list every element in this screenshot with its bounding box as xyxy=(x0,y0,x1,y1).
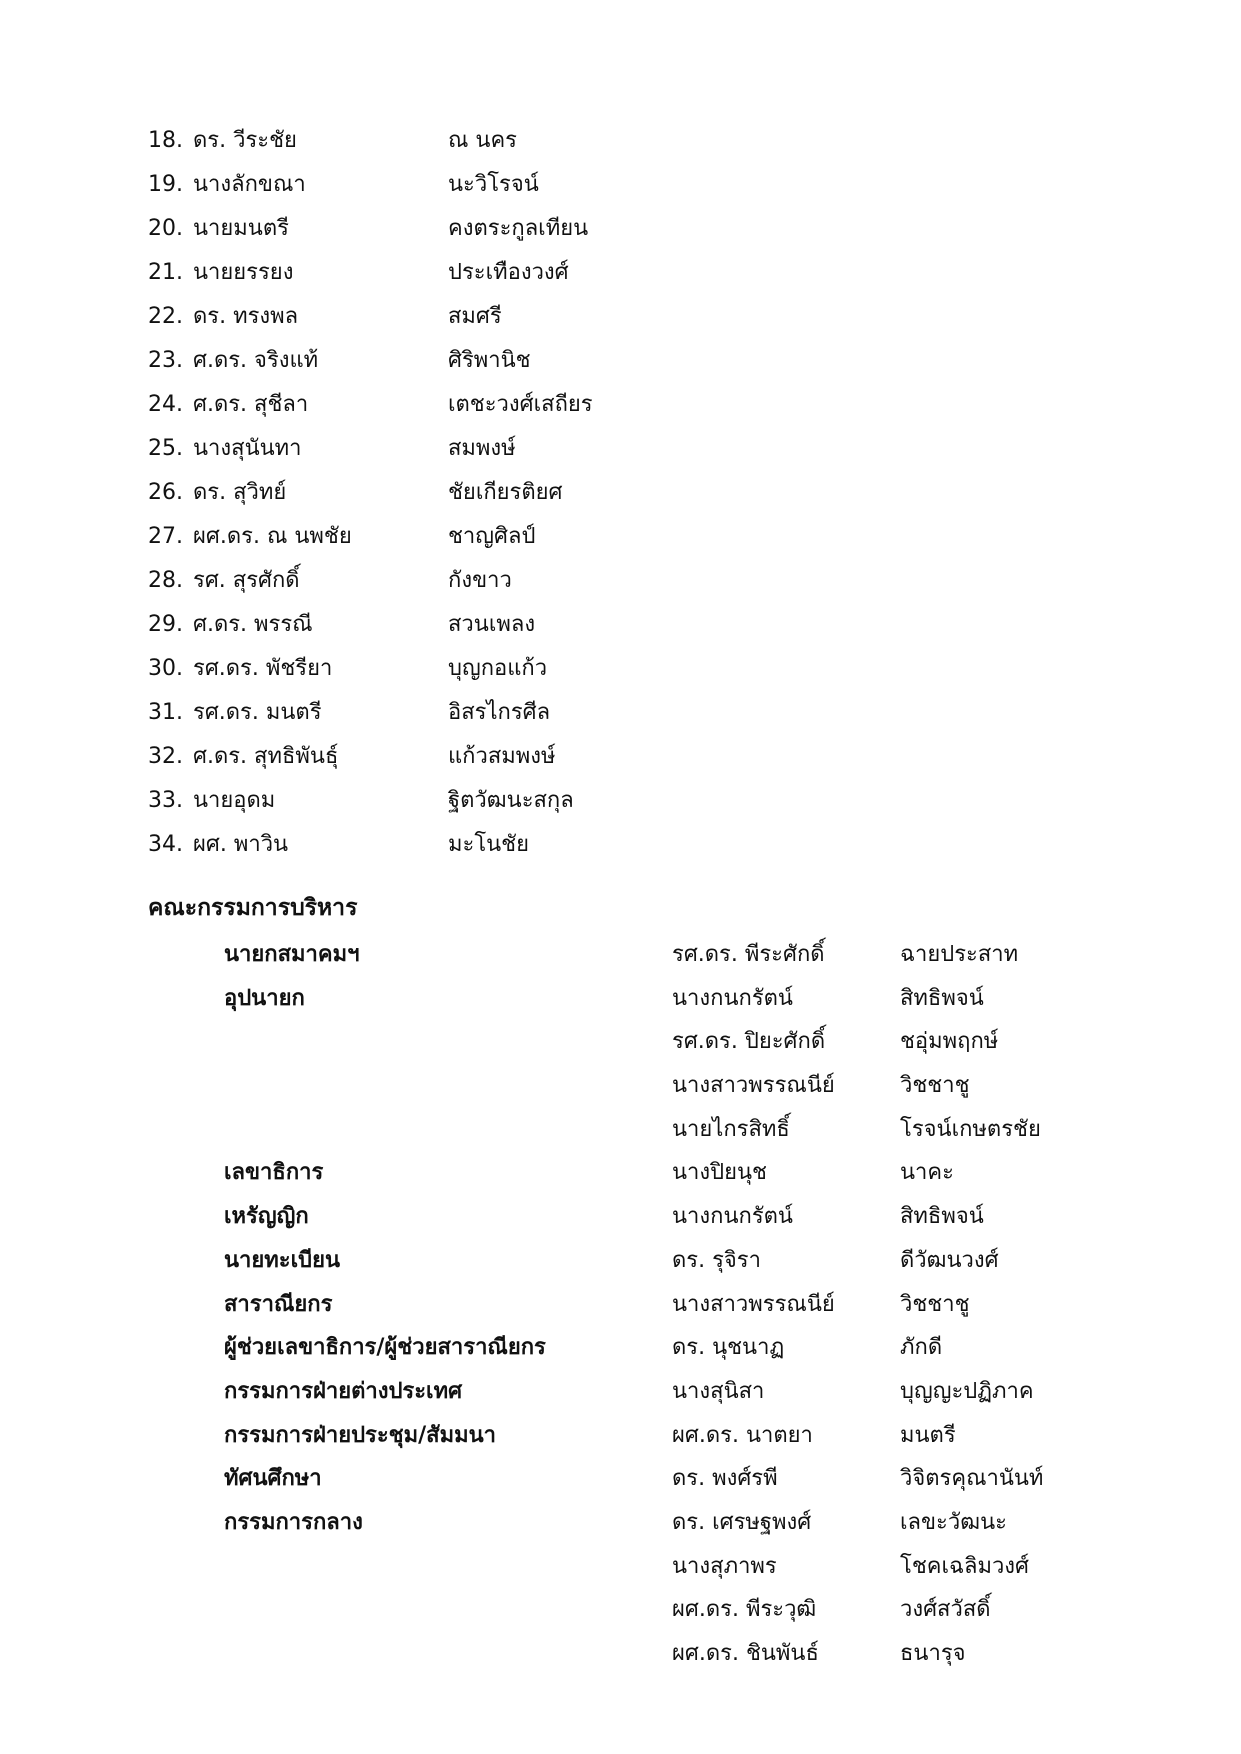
member-last-name: นะวิโรจน์ xyxy=(448,172,539,197)
committee-row xyxy=(224,1457,1124,1501)
member-last-name: ประเทืองวงศ์ xyxy=(448,260,569,285)
committee-row xyxy=(224,1064,1124,1108)
committee-last-name: วงศ์สวัสดิ์ xyxy=(900,1597,991,1623)
member-number: 31. xyxy=(148,700,183,725)
committee-row xyxy=(224,1239,1124,1283)
member-last-name: อิสรไกรศีล xyxy=(448,700,551,725)
committee-first-name: ผศ.ดร. พีระวุฒิ xyxy=(672,1597,817,1623)
member-first-name: ดร. ทรงพล xyxy=(193,304,299,329)
committee-first-name: นางกนกรัตน์ xyxy=(672,985,793,1011)
committee-role: เหรัญญิก xyxy=(224,1204,309,1230)
committee-first-name: ดร. รุจิรา xyxy=(672,1247,761,1273)
member-first-name: นางลักขณา xyxy=(193,172,306,197)
committee-last-name: วิชชาชู xyxy=(900,1073,970,1099)
committee-role: กรรมการฝ่ายประชุม/สัมมนา xyxy=(224,1422,496,1448)
committee-first-name: นางสุภาพร xyxy=(672,1553,777,1579)
committee-last-name: บุญญะปฏิภาค xyxy=(900,1378,1034,1404)
committee-row xyxy=(224,1370,1124,1414)
member-row xyxy=(148,339,748,383)
member-first-name: ดร. สุวิทย์ xyxy=(193,480,287,505)
member-number: 22. xyxy=(148,304,183,329)
member-row xyxy=(148,515,748,559)
committee-row xyxy=(224,1020,1124,1064)
committee-role: นายกสมาคมฯ xyxy=(224,942,360,967)
member-first-name: นายยรรยง xyxy=(193,260,294,285)
committee-role: เลขาธิการ xyxy=(224,1160,324,1186)
committee-row xyxy=(224,977,1124,1021)
committee-heading: คณะกรรมการบริหาร xyxy=(148,895,358,921)
member-first-name: ศ.ดร. สุทธิพันธุ์ xyxy=(193,744,339,769)
member-row xyxy=(148,427,748,471)
member-number: 28. xyxy=(148,568,183,593)
committee-role: สาราณียกร xyxy=(224,1291,333,1317)
member-first-name: รศ.ดร. พัชรียา xyxy=(193,656,333,681)
committee-row xyxy=(224,933,1124,977)
committee-first-name: รศ.ดร. ปิยะศักดิ์ xyxy=(672,1029,826,1055)
member-first-name: นางสุนันทา xyxy=(193,436,302,461)
member-number: 26. xyxy=(148,480,183,505)
committee-last-name: ดีวัฒนวงศ์ xyxy=(900,1247,999,1273)
member-last-name: ฐิตวัฒนะสกุล xyxy=(448,788,574,813)
committee-role: นายทะเบียน xyxy=(224,1247,341,1273)
member-last-name: มะโนชัย xyxy=(448,832,529,857)
member-number: 30. xyxy=(148,656,183,681)
member-first-name: นายอุดม xyxy=(193,788,276,813)
member-first-name: ศ.ดร. จริงแท้ xyxy=(193,348,319,373)
member-list xyxy=(148,119,748,867)
member-number: 34. xyxy=(148,832,183,857)
committee-last-name: นาคะ xyxy=(900,1160,954,1186)
member-row xyxy=(148,163,748,207)
committee-row xyxy=(224,1151,1124,1195)
committee-first-name: ผศ.ดร. ชินพันธ์ xyxy=(672,1641,819,1666)
member-last-name: กังขาว xyxy=(448,568,512,593)
committee-role: ทัศนศึกษา xyxy=(224,1466,322,1492)
committee-last-name: วิจิตรคุณานันท์ xyxy=(900,1466,1044,1492)
member-row xyxy=(148,251,748,295)
member-last-name: ชาญศิลป์ xyxy=(448,524,536,549)
member-last-name: สมศรี xyxy=(448,304,502,329)
member-row xyxy=(148,691,748,735)
member-row xyxy=(148,823,748,867)
committee-first-name: ดร. นุชนาฏ xyxy=(672,1335,785,1361)
committee-last-name: สิทธิพจน์ xyxy=(900,985,984,1011)
member-row xyxy=(148,603,748,647)
committee-first-name: นางสาวพรรณนีย์ xyxy=(672,1073,835,1099)
committee-row xyxy=(224,1501,1124,1545)
committee-row xyxy=(224,1545,1124,1589)
member-row xyxy=(148,383,748,427)
member-last-name: เตชะวงศ์เสถียร xyxy=(448,392,593,417)
committee-last-name: ชอุ่มพฤกษ์ xyxy=(900,1029,999,1055)
member-row xyxy=(148,559,748,603)
member-first-name: ผศ.ดร. ณ นพชัย xyxy=(193,524,352,549)
committee-last-name: เลขะวัฒนะ xyxy=(900,1509,1007,1535)
committee-first-name: ดร. เศรษฐพงศ์ xyxy=(672,1509,812,1535)
committee-row xyxy=(224,1588,1124,1632)
committee-last-name: โรจน์เกษตรชัย xyxy=(900,1116,1041,1142)
member-first-name: ผศ. พาวิน xyxy=(193,832,289,857)
committee-last-name: มนตรี xyxy=(900,1422,956,1448)
member-last-name: ณ นคร xyxy=(448,128,517,153)
committee-last-name: ธนารุจ xyxy=(900,1641,966,1666)
member-number: 25. xyxy=(148,436,183,461)
committee-first-name: นางสุนิสา xyxy=(672,1378,765,1404)
committee-last-name: ภักดี xyxy=(900,1335,943,1361)
member-row xyxy=(148,119,748,163)
member-last-name: บุญกอแก้ว xyxy=(448,656,548,681)
member-first-name: นายมนตรี xyxy=(193,216,289,241)
committee-row xyxy=(224,1632,1124,1676)
committee-list xyxy=(224,933,1124,1676)
member-last-name: แก้วสมพงษ์ xyxy=(448,744,556,769)
member-row xyxy=(148,207,748,251)
member-number: 23. xyxy=(148,348,183,373)
committee-role: กรรมการกลาง xyxy=(224,1509,363,1535)
committee-last-name: สิทธิพจน์ xyxy=(900,1204,984,1230)
member-first-name: ดร. วีระชัย xyxy=(193,128,297,153)
committee-row xyxy=(224,1283,1124,1327)
member-number: 24. xyxy=(148,392,183,417)
member-row xyxy=(148,471,748,515)
member-number: 20. xyxy=(148,216,183,241)
committee-first-name: รศ.ดร. พีระศักดิ์ xyxy=(672,942,825,967)
committee-last-name: โชคเฉลิมวงศ์ xyxy=(900,1553,1030,1579)
member-number: 27. xyxy=(148,524,183,549)
member-number: 18. xyxy=(148,128,183,153)
member-number: 32. xyxy=(148,744,183,769)
member-first-name: ศ.ดร. สุชีลา xyxy=(193,392,309,417)
member-row xyxy=(148,647,748,691)
committee-row xyxy=(224,1195,1124,1239)
member-number: 19. xyxy=(148,172,183,197)
member-first-name: ศ.ดร. พรรณี xyxy=(193,612,313,637)
member-last-name: สมพงษ์ xyxy=(448,436,516,461)
committee-row xyxy=(224,1326,1124,1370)
member-last-name: ศิริพานิช xyxy=(448,348,531,373)
member-first-name: รศ.ดร. มนตรี xyxy=(193,700,322,725)
member-number: 33. xyxy=(148,788,183,813)
committee-first-name: ผศ.ดร. นาตยา xyxy=(672,1422,813,1448)
member-first-name: รศ. สุรศักดิ์ xyxy=(193,568,300,593)
member-number: 29. xyxy=(148,612,183,637)
committee-first-name: นางสาวพรรณนีย์ xyxy=(672,1291,835,1317)
member-row xyxy=(148,779,748,823)
committee-role: อุปนายก xyxy=(224,985,305,1011)
member-row xyxy=(148,735,748,779)
committee-first-name: นางปิยนุช xyxy=(672,1160,767,1186)
committee-first-name: นางกนกรัตน์ xyxy=(672,1204,793,1230)
member-number: 21. xyxy=(148,260,183,285)
committee-last-name: ฉายประสาท xyxy=(900,942,1019,967)
member-last-name: ชัยเกียรติยศ xyxy=(448,480,563,505)
committee-role: กรรมการฝ่ายต่างประเทศ xyxy=(224,1378,463,1404)
committee-row xyxy=(224,1414,1124,1458)
committee-first-name: ดร. พงศ์รพี xyxy=(672,1466,778,1492)
member-last-name: สวนเพลง xyxy=(448,612,536,637)
member-last-name: คงตระกูลเทียน xyxy=(448,216,589,241)
member-row xyxy=(148,295,748,339)
committee-row xyxy=(224,1108,1124,1152)
committee-last-name: วิชชาชู xyxy=(900,1291,970,1317)
committee-first-name: นายไกรสิทธิ์ xyxy=(672,1116,790,1142)
committee-role: ผู้ช่วยเลขาธิการ/ผู้ช่วยสาราณียกร xyxy=(224,1335,546,1361)
